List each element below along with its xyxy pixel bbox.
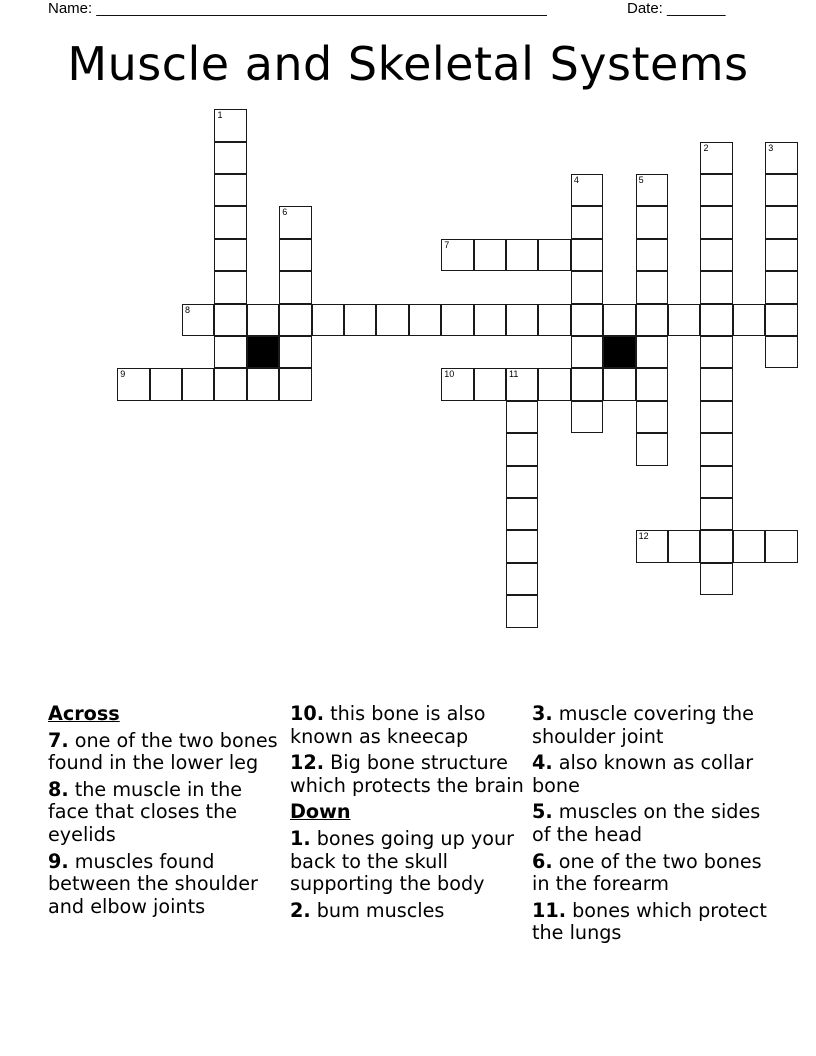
clue-number: 10. [290,702,324,725]
clue-number: 4. [532,751,553,775]
crossword-cell[interactable] [636,336,668,368]
crossword-cell[interactable] [700,401,732,433]
clue-text: this bone is also known as kneecap [290,702,486,748]
crossword-cell[interactable] [636,401,668,433]
crossword-cell[interactable] [571,239,603,271]
crossword-cell[interactable] [603,304,635,336]
crossword-cell[interactable] [571,174,603,206]
cell-number: 9 [120,369,126,380]
crossword-cell[interactable] [636,174,668,206]
crossword-cell[interactable] [312,304,344,336]
crossword-cell[interactable] [700,368,732,400]
crossword-cell[interactable] [700,530,732,562]
clue-text: bones going up your back to the skull supporting the body [290,826,515,896]
crossword-cell[interactable] [506,595,538,627]
name-field-label[interactable]: Name: ______________________________________________________ [48,0,547,17]
crossword-cell[interactable] [765,239,797,271]
crossword-cell[interactable] [765,336,797,368]
clue-down-2 [290,900,526,923]
page-title: Muscle and Skeletal Systems [67,37,749,91]
clue-number: 8. [48,777,69,801]
crossword-cell[interactable] [279,368,311,400]
cell-number: 5 [638,175,644,186]
clue-down-3 [532,703,782,748]
clue-number: 1. [290,826,311,850]
crossword-cell[interactable] [182,304,214,336]
crossword-cell[interactable] [344,304,376,336]
crossword-cell[interactable] [571,206,603,238]
crossword-cell[interactable] [150,368,182,400]
crossword-cell[interactable] [636,530,668,562]
clue-across-8 [48,779,284,847]
crossword-cell[interactable] [700,271,732,303]
crossword-cell[interactable] [279,304,311,336]
crossword-cell[interactable] [474,304,506,336]
crossword-cell[interactable] [700,142,732,174]
across-heading: Across [48,702,120,725]
crossword-cell[interactable] [765,142,797,174]
cell-number: 4 [573,175,579,186]
crossword-cell[interactable] [441,304,473,336]
clue-column-2 [290,703,526,926]
crossword-cell[interactable] [506,563,538,595]
crossword-cell[interactable] [409,304,441,336]
crossword-cell[interactable] [571,304,603,336]
clue-text: one of the two bones found in the lower leg [48,728,278,775]
crossword-cell[interactable] [733,304,765,336]
crossword-cell[interactable] [700,563,732,595]
cell-number: 1 [217,110,223,121]
clue-number: 9. [48,849,69,873]
cell-number: 12 [638,531,649,542]
crossword-cell[interactable] [603,368,635,400]
crossword-cell[interactable] [765,271,797,303]
crossword-cell[interactable] [279,239,311,271]
crossword-cell[interactable] [376,304,408,336]
crossword-cell[interactable] [279,271,311,303]
crossword-cell[interactable] [668,530,700,562]
crossword-cell[interactable] [571,401,603,433]
crossword-cell[interactable] [279,336,311,368]
crossword-cell[interactable] [117,368,149,400]
clue-column-3 [532,703,782,949]
crossword-cell[interactable] [700,433,732,465]
crossword-cell[interactable] [247,368,279,400]
clue-text: the muscle in the face that closes the eyelids [48,777,243,846]
crossword-cell[interactable] [214,336,246,368]
cell-number: 6 [282,207,288,218]
crossword-cell[interactable] [214,109,246,141]
crossword-block [247,336,279,368]
cell-number: 10 [444,369,455,380]
crossword-cell[interactable] [636,368,668,400]
crossword-cell[interactable] [571,368,603,400]
crossword-cell[interactable] [506,466,538,498]
crossword-cell[interactable] [538,368,570,400]
crossword-cell[interactable] [506,304,538,336]
clue-text: muscles found between the shoulder and elbow joints [48,849,258,918]
clue-number: 6. [532,849,553,873]
crossword-cell[interactable] [214,239,246,271]
clue-text: muscles on the sides of the head [532,800,761,846]
clue-down-1 [290,828,526,896]
crossword-cell[interactable] [538,239,570,271]
cell-number: 11 [509,369,519,380]
clue-across-9 [48,851,284,919]
crossword-cell[interactable] [700,304,732,336]
crossword-cell[interactable] [506,530,538,562]
cell-number: 8 [185,304,191,315]
crossword-cell[interactable] [214,174,246,206]
crossword-cell[interactable] [765,206,797,238]
crossword-cell[interactable] [506,239,538,271]
crossword-cell[interactable] [765,530,797,562]
cell-number: 3 [768,142,774,153]
crossword-block [603,336,635,368]
crossword-cell[interactable] [506,433,538,465]
clue-across-12 [290,752,526,797]
crossword-cell[interactable] [733,530,765,562]
clue-down-6 [532,851,782,896]
crossword-cell[interactable] [700,206,732,238]
crossword-cell[interactable] [571,271,603,303]
crossword-cell[interactable] [636,271,668,303]
clue-column-1 [48,703,284,922]
clue-text: bum muscles [316,898,445,922]
crossword-cell[interactable] [636,304,668,336]
clue-text: bones which protect the lungs [532,898,767,945]
crossword-cell[interactable] [506,401,538,433]
crossword-cell[interactable] [214,304,246,336]
crossword-cell[interactable] [636,433,668,465]
crossword-cell[interactable] [279,206,311,238]
clue-down-4 [532,752,782,797]
date-field-label[interactable]: Date: _______ [627,0,726,17]
crossword-cell[interactable] [214,142,246,174]
clue-number: 3. [532,702,553,725]
clue-text: also known as collar bone [532,751,754,797]
crossword-cell[interactable] [700,336,732,368]
crossword-cell[interactable] [538,304,570,336]
crossword-cell[interactable] [441,368,473,400]
crossword-cell[interactable] [182,368,214,400]
crossword-cell[interactable] [636,239,668,271]
crossword-cell[interactable] [214,368,246,400]
crossword-cell[interactable] [700,498,732,530]
clue-number: 2. [290,898,311,922]
crossword-cell[interactable] [700,239,732,271]
crossword-cell[interactable] [700,466,732,498]
cell-number: 7 [444,239,450,250]
crossword-cell[interactable] [668,304,700,336]
clue-text: one of the two bones in the forearm [532,849,762,896]
down-heading: Down [290,800,351,824]
crossword-cell[interactable] [214,206,246,238]
crossword-cell[interactable] [474,239,506,271]
clue-down-11 [532,900,782,945]
crossword-cell[interactable] [247,304,279,336]
clue-text: Big bone structure which protects the brain [290,751,524,797]
clue-number: 12. [290,751,324,775]
clue-number: 11. [532,898,566,922]
clue-down-5 [532,801,782,846]
crossword-cell[interactable] [214,271,246,303]
crossword-cell[interactable] [506,498,538,530]
crossword-cell[interactable] [506,368,538,400]
clue-number: 5. [532,800,553,824]
crossword-cell[interactable] [474,368,506,400]
cell-number: 2 [703,142,709,153]
clue-across-10 [290,703,526,748]
clue-number: 7. [48,728,69,752]
clue-text: muscle covering the shoulder joint [532,702,754,748]
crossword-cell[interactable] [700,174,732,206]
crossword-cell[interactable] [765,304,797,336]
crossword-cell[interactable] [441,239,473,271]
crossword-cell[interactable] [571,336,603,368]
crossword-cell[interactable] [636,206,668,238]
clue-across-7 [48,730,284,775]
crossword-cell[interactable] [765,174,797,206]
